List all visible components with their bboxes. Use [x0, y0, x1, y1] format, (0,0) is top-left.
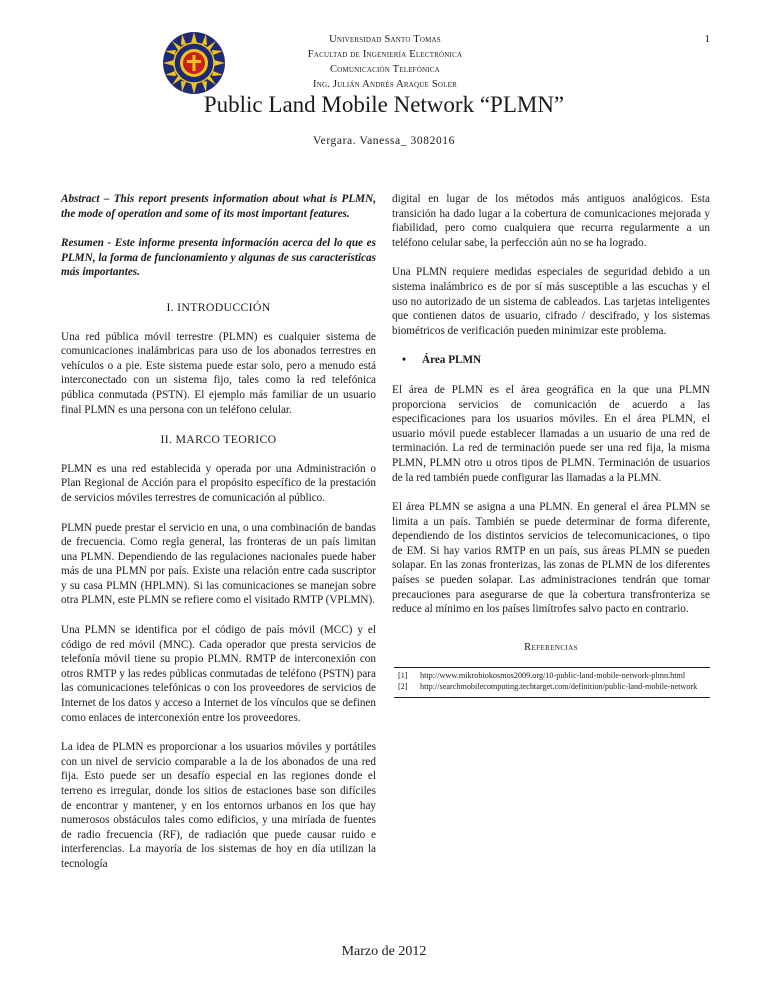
university-name: Universidad Santo Tomas	[329, 34, 441, 45]
paragraph-theory-4: La idea de PLMN es proporcionar a los usuarios móviles y portátiles con un nivel de servicio comparable a la de los abonados de una red fija. Esto puede ser un desafío especial en las regiones donde el terreno es irregular, donde los sitios de estaciones base son difíciles de encontrar y mantener, y en los entornos urbanos en los que hay numerosos obstáculos tales como edificios, y una miríada de fuentes de radio frecuencia (RF), de radiación que puede causar ruido e interferencias. La mayoría de los sistemas de hoy en día utilizan la tecnología	[61, 741, 376, 870]
section-heading-introduction: I. INTRODUCCIÓN	[166, 299, 271, 314]
references-list	[394, 667, 710, 698]
reference-number: [1]	[398, 671, 408, 681]
left-column	[61, 192, 376, 887]
paragraph-area-1: El área de PLMN es el área geográfica en la que una PLMN proporciona servicios de comunicación de acuerdo a las especificaciones para los usuarios móviles. En el área PLMN, el usuario móvil puede establecer llamadas a un usuario de una red de terminación. La red de terminación puede ser una red fija, la misma PLMN, PLMN otro u otros tipos de PLMN. Terminación de usuarios de la red también puede configurar las llamadas a la PLMN.	[392, 383, 710, 484]
abstract-spanish: Resumen - Este informe presenta información acerca del lo que es PLMN, la forma de funcionamiento y algunas de sus características más importantes.	[61, 237, 376, 279]
references-heading: Referencias	[524, 641, 578, 653]
page-footer-date: Marzo de 2012	[341, 944, 427, 959]
paragraph-continuation: digital en lugar de los métodos más antiguos analógicos. Esta transición ha dado lugar a la cobertura de comunicaciones mejorada y fiabilidad, pero como cualquiera que recurra regularmente a un teléfono celular sabe, la perfección aún no se ha logrado.	[392, 193, 710, 249]
right-column	[392, 192, 710, 698]
bullet-icon: •	[402, 354, 406, 367]
reference-item	[394, 671, 710, 681]
paragraph-security: Una PLMN requiere medidas especiales de seguridad debido a un sistema inalámbrico es de por sí más susceptible a las escuchas y el uso no autorizado de un sistema de cableados. Las tarjetas inteligentes que contienen datos de usuario, cifrado / descifrado, y los sistemas biométricos de verificación pueden minimizar este problema.	[392, 266, 710, 337]
university-seal-icon	[162, 31, 226, 95]
faculty-name: Facultad de Ingeniería Electrónica	[307, 49, 463, 60]
professor-name: Ing. Julián Andrés Araque Soler	[313, 79, 457, 90]
page-number: 1	[704, 33, 710, 45]
reference-link[interactable]: http://searchmobilecomputing.techtarget.com/definition/public-land-mobile-network	[420, 682, 698, 692]
document-header	[240, 32, 530, 92]
abstract-english: Abstract – This report presents information about what is PLMN, the mode of operation and some of its most important features.	[61, 193, 376, 220]
paper-title: Public Land Mobile Network “PLMN”	[203, 92, 565, 117]
reference-item	[394, 682, 710, 692]
reference-number: [2]	[398, 682, 408, 692]
paper-author: Vergara. Vanessa_ 3082016	[312, 135, 455, 147]
reference-link[interactable]: http://www.mikrobiokosmos2009.org/10-public-land-mobile-network-plmn.html	[420, 671, 686, 681]
paragraph-theory-2: PLMN puede prestar el servicio en una, o una combinación de bandas de frecuencia. Como regla general, las fronteras de un país limitan una PLMN. Dependiendo de las regulaciones nacionales puede haber más de una PLMN por país. Existe una relación entre cada suscriptor y su casa PLMN (HPLMN). Si las comunicaciones se manejan sobre otra PLMN, este PLMN se refiere como el visitado RMTP (VPLMN).	[61, 521, 376, 607]
subsection-heading-label: Área PLMN	[422, 354, 482, 367]
section-heading-theory: II. MARCO TEORICO	[160, 432, 277, 447]
program-name: Comunicación Telefónica	[330, 64, 440, 75]
paragraph-theory-3: Una PLMN se identifica por el código de país móvil (MCC) y el código de red móvil (MNC). Cada operador que presta servicios de telefonía móvil tiene su propio PLMN. RMTP de interconexión con otros RMTP y las redes públicas conmutadas de teléfono (PSTN) para las comunicaciones telefónicas o con los proveedores de servicios de Internet de los datos y acceso a Internet de los vínculos que se definen como enlaces de interconexión entre los proveedores.	[61, 624, 376, 724]
paragraph-introduction: Una red pública móvil terrestre (PLMN) es cualquier sistema de comunicaciones inalámbricas para uso de los abonados terrestres en vehículos o a pie. Este sistema puede estar solo, pero a menudo está interconectado con un sistema fijo, tales como la red telefónica pública conmutada (PSTN). El ejemplo más familiar de un usuario final PLMN es una persona con un teléfono celular.	[61, 330, 376, 416]
paragraph-area-2: El área PLMN se asigna a una PLMN. En general el área PLMN se limita a un país. También se puede determinar de forma diferente, dependiendo de los distintos servicios de telecomunicaciones, o tipo de EM. Si hay varios RMTP en un país, sus áreas PLMN se pueden solapar. En las zonas fronterizas, las zonas de PLMN de los diferentes países se pueden solapar. Las administraciones tendrán que tomar precauciones para asegurarse de que la cobertura transfronteriza se reduce al mínimo en los países limítrofes salvo pacto en contrario.	[392, 501, 710, 616]
paragraph-theory-1: PLMN es una red establecida y operada por una Administración o Plan Regional de Acción para el propósito específico de la prestación de servicios móviles terrestres de comunicación al público.	[61, 462, 376, 504]
subsection-heading-area	[392, 353, 710, 368]
